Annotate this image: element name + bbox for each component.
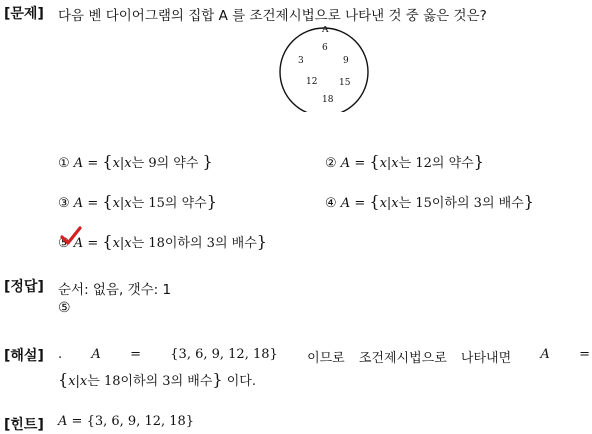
answer-choice: ⑤ [58,300,71,316]
set-roster: {3, 6, 9, 12, 18} [170,347,278,362]
variable-x: x [124,236,132,251]
explanation-text: 이므로 조건제시법으로 나타내면 [307,351,512,366]
condition-text: 는 9의 약수 [131,156,203,171]
choice-4[interactable] [325,192,534,211]
equals-sign: = [71,414,83,429]
choice-5[interactable] [58,232,267,251]
set-variable: A [58,414,68,429]
venn-element: 18 [322,95,334,105]
equals-sign: = [130,347,141,362]
variable-x: x [379,156,387,171]
choice-number: ① [58,156,70,171]
left-brace: { [58,370,69,389]
venn-element: 9 [343,56,349,66]
right-brace: } [523,192,534,211]
bar: | [119,236,125,251]
answer-meta: 순서: 없음, 갯수: 1 [58,282,172,298]
right-brace: } [473,152,484,171]
bar: | [75,374,80,389]
variable-x: x [112,196,120,211]
right-brace: } [212,370,223,389]
explanation-line-2 [58,370,256,389]
equals-sign: = [579,347,590,362]
variable-x: x [68,374,76,389]
venn-element: 15 [339,78,351,88]
variable-x: x [391,156,399,171]
choice-1[interactable] [58,152,213,171]
right-brace: } [256,232,267,251]
problem-tag: [문제] [4,6,44,22]
venn-element: 12 [306,77,318,87]
left-brace: { [369,192,380,211]
hint-text [58,414,194,429]
bar: | [386,156,392,171]
choice-number: ④ [325,196,337,211]
venn-element: 6 [322,43,328,53]
equals-sign: = [354,156,366,171]
venn-diagram [276,26,376,112]
condition-text: 는 15의 약수 [131,196,207,211]
set-variable: A [73,196,84,211]
left-brace: { [369,152,380,171]
set-variable: A [73,156,84,171]
variable-x: x [124,156,132,171]
condition-text: 는 15이하의 3의 배수 [398,196,524,211]
condition-text: 는 12의 약수 [398,156,474,171]
choice-number: ② [325,156,337,171]
check-mark-icon [60,226,82,246]
condition-text: 는 18이하의 3의 배수 [131,236,257,251]
set-variable: A [91,347,101,362]
left-brace: { [102,232,113,251]
explanation-line-1 [58,347,590,366]
answer-tag: [정답] [4,279,44,295]
variable-x: x [79,374,88,389]
variable-x: x [112,236,120,251]
set-roster: {3, 6, 9, 12, 18} [86,414,195,429]
variable-x: x [379,196,387,211]
choice-3[interactable] [58,192,217,211]
equals-sign: = [354,196,366,211]
choice-2[interactable] [325,152,484,171]
question-text: 다음 벤 다이어그램의 집합 A 를 조건제시법으로 나타낸 것 중 옳은 것은? [58,8,487,24]
set-variable: A [340,196,351,211]
left-brace: { [102,192,113,211]
equals-sign: = [87,156,99,171]
variable-x: x [124,196,132,211]
explanation-end: 이다. [222,374,256,389]
right-brace: } [206,192,217,211]
hint-tag: [힌트] [4,417,44,433]
explanation-tag: [해설] [4,348,44,364]
set-variable: A [540,347,550,362]
choice-number: ⑤ [58,236,70,251]
bar: | [119,156,125,171]
left-brace: { [102,152,113,171]
choice-number: ③ [58,196,70,211]
condition-text: 는 18이하의 3의 배수 [87,374,213,389]
equals-sign: = [87,196,99,211]
set-variable: A [73,236,84,251]
venn-element: 3 [298,56,304,66]
set-a-label: A [322,26,329,35]
variable-x: x [391,196,399,211]
equals-sign: = [87,236,99,251]
bar: | [386,196,392,211]
bar: | [119,196,125,211]
right-brace: } [202,152,213,171]
set-variable: A [340,156,351,171]
explanation-dot: . [58,347,63,362]
variable-x: x [112,156,120,171]
